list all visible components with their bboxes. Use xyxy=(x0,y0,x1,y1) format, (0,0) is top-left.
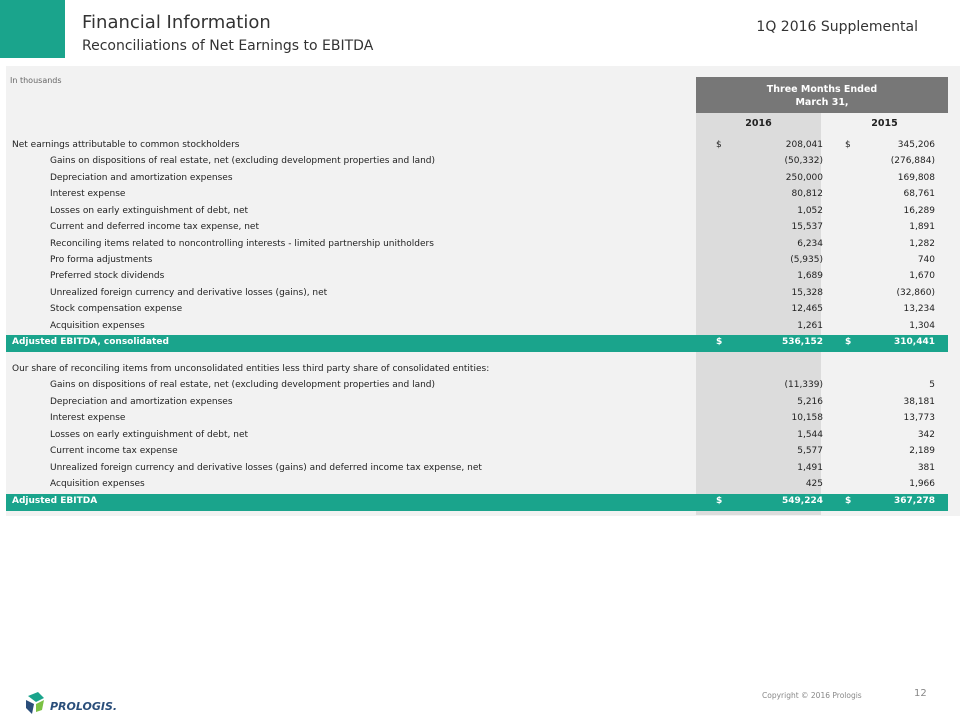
row-label: Current income tax expense xyxy=(50,446,178,456)
row-label: Acquisition expenses xyxy=(50,479,145,489)
value-2015: 1,891 xyxy=(909,222,935,232)
value-2015: 5 xyxy=(929,380,935,390)
value-2016: 80,812 xyxy=(791,189,823,199)
accent-block xyxy=(0,0,65,58)
table-row xyxy=(6,302,948,318)
table-row xyxy=(6,286,948,302)
value-2016: 250,000 xyxy=(785,173,823,183)
row-label: Net earnings attributable to common stockholders xyxy=(12,140,240,150)
value-2015: 38,181 xyxy=(903,397,935,407)
value-2016: 15,537 xyxy=(791,222,823,232)
currency-symbol: $ xyxy=(845,496,852,506)
year-2015-header: 2015 xyxy=(871,118,898,129)
value-2016: 15,328 xyxy=(791,288,823,298)
value-2015: 1,670 xyxy=(909,271,935,281)
table-row xyxy=(6,477,948,493)
value-2015: 345,206 xyxy=(897,140,935,150)
currency-symbol: $ xyxy=(845,140,851,150)
table-row xyxy=(6,428,948,444)
section-heading-row xyxy=(6,362,948,378)
value-2016: (11,339) xyxy=(784,380,823,390)
period-header-line2: March 31, xyxy=(795,97,849,108)
page-subtitle: Reconciliations of Net Earnings to EBITDA xyxy=(82,38,374,54)
value-2016: (5,935) xyxy=(790,255,823,265)
row-label: Unrealized foreign currency and derivative losses (gains), net xyxy=(50,288,328,298)
value-2015: 169,808 xyxy=(897,173,935,183)
value-2015: 367,278 xyxy=(894,496,935,506)
year-2016-header: 2016 xyxy=(745,118,772,129)
currency-symbol: $ xyxy=(716,337,723,347)
value-2016: 1,544 xyxy=(797,430,823,440)
value-2015: (32,860) xyxy=(896,288,935,298)
period-header-line1: Three Months Ended xyxy=(766,84,878,95)
value-2016: 536,152 xyxy=(782,337,823,347)
value-2015: 310,441 xyxy=(894,337,935,347)
period-header xyxy=(696,77,948,113)
value-2015: 13,234 xyxy=(903,304,935,314)
row-label: Adjusted EBITDA, consolidated xyxy=(12,337,169,347)
value-2015: 740 xyxy=(917,255,935,265)
table-row xyxy=(6,319,948,335)
row-label: Current and deferred income tax expense, net xyxy=(50,222,259,232)
row-label: Reconciling items related to noncontrolling interests - limited partnership unitholders xyxy=(50,239,434,249)
row-label: Losses on early extinguishment of debt, net xyxy=(50,430,249,440)
value-2015: 381 xyxy=(917,463,935,473)
row-label: Unrealized foreign currency and derivative losses (gains) and deferred income tax expense, net xyxy=(50,463,482,473)
table-row xyxy=(6,204,948,220)
copyright: Copyright © 2016 Prologis xyxy=(762,691,862,700)
table-row xyxy=(6,411,948,427)
row-label: Interest expense xyxy=(50,413,126,423)
value-2016: 12,465 xyxy=(791,304,823,314)
prologis-logo-icon xyxy=(24,690,48,716)
table-row xyxy=(6,220,948,236)
table-row xyxy=(6,171,948,187)
currency-symbol: $ xyxy=(845,337,852,347)
table-row xyxy=(6,253,948,269)
row-label: Gains on dispositions of real estate, net (excluding development properties and land) xyxy=(50,380,436,390)
value-2015: 16,289 xyxy=(903,206,935,216)
value-2015: 1,966 xyxy=(909,479,935,489)
page-number: 12 xyxy=(914,688,927,699)
value-2015: (276,884) xyxy=(890,156,935,166)
table-row xyxy=(6,187,948,203)
supplemental-label: 1Q 2016 Supplemental xyxy=(756,19,918,35)
table-row xyxy=(6,444,948,460)
value-2016: 5,216 xyxy=(797,397,823,407)
value-2015: 2,189 xyxy=(909,446,935,456)
currency-symbol: $ xyxy=(716,140,722,150)
row-label: Depreciation and amortization expenses xyxy=(50,397,233,407)
table-row xyxy=(6,395,948,411)
logo-text: PROLOGIS. xyxy=(50,700,118,713)
table-row xyxy=(6,237,948,253)
value-2016: 549,224 xyxy=(782,496,823,506)
table-row xyxy=(6,269,948,285)
row-label: Stock compensation expense xyxy=(50,304,183,314)
row-label: Gains on dispositions of real estate, net (excluding development properties and land) xyxy=(50,156,436,166)
value-2016: 425 xyxy=(805,479,823,489)
value-2016: 1,052 xyxy=(797,206,823,216)
value-2016: 1,261 xyxy=(797,321,823,331)
table-row xyxy=(6,378,948,394)
value-2016: 10,158 xyxy=(791,413,823,423)
row-label: Adjusted EBITDA xyxy=(12,496,98,506)
row-label: Pro forma adjustments xyxy=(50,255,153,265)
row-label: Acquisition expenses xyxy=(50,321,145,331)
row-label: Depreciation and amortization expenses xyxy=(50,173,233,183)
table-row xyxy=(6,461,948,477)
value-2016: 1,689 xyxy=(797,271,823,281)
currency-symbol: $ xyxy=(716,496,723,506)
value-2015: 1,282 xyxy=(909,239,935,249)
value-2016: 6,234 xyxy=(797,239,823,249)
table-row xyxy=(6,138,948,154)
value-2016: (50,332) xyxy=(784,156,823,166)
total-row-consolidated xyxy=(6,335,948,352)
value-2015: 13,773 xyxy=(903,413,935,423)
value-2015: 342 xyxy=(917,430,935,440)
row-label: Our share of reconciling items from unconsolidated entities less third party share of consolidated entities: xyxy=(12,364,490,374)
value-2016: 208,041 xyxy=(785,140,823,150)
value-2015: 68,761 xyxy=(903,189,935,199)
row-label: Losses on early extinguishment of debt, net xyxy=(50,206,249,216)
units-note: In thousands xyxy=(10,76,62,85)
row-label: Preferred stock dividends xyxy=(50,271,165,281)
total-row-adjusted-ebitda xyxy=(6,494,948,511)
row-label: Interest expense xyxy=(50,189,126,199)
table-row xyxy=(6,154,948,170)
value-2015: 1,304 xyxy=(909,321,935,331)
page-title: Financial Information xyxy=(82,12,271,33)
value-2016: 1,491 xyxy=(797,463,823,473)
value-2016: 5,577 xyxy=(797,446,823,456)
